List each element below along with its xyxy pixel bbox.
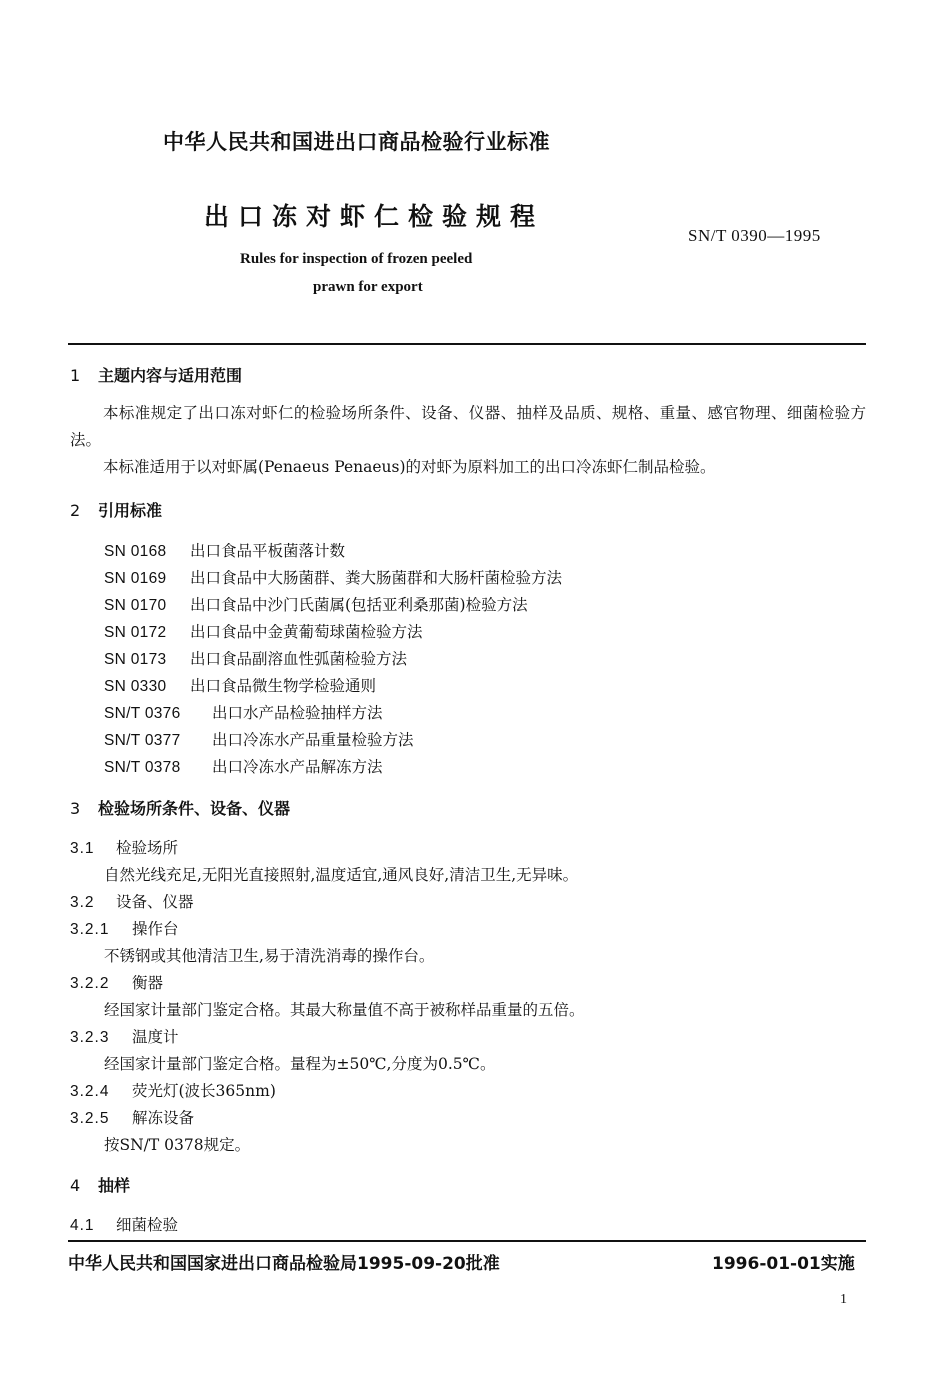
- reference-code: SN 0170: [104, 597, 167, 614]
- reference-item: [104, 593, 528, 615]
- reference-title: 出口水产品检验抽样方法: [212, 704, 383, 722]
- reference-item: [104, 728, 414, 750]
- clause-title: 荧光灯(波长365nm): [132, 1082, 276, 1100]
- reference-item: [104, 539, 345, 561]
- section-title: 主题内容与适用范围: [98, 366, 243, 385]
- clause-3-1-text: 自然光线充足,无阳光直接照射,温度适宜,通风良好,清洁卫生,无异味。: [104, 866, 579, 884]
- reference-item: [104, 674, 376, 696]
- reference-title: 出口食品中大肠菌群、粪大肠菌群和大肠杆菌检验方法: [190, 569, 563, 587]
- section-3-heading: [70, 796, 290, 819]
- section-1-paragraph-1: 本标准规定了出口冻对虾仁的检验场所条件、设备、仪器、抽样及品质、规格、重量、感官物理、细菌检验方法。: [70, 404, 866, 449]
- clause-3-2-3-text: 经国家计量部门鉴定合格。量程为±50℃,分度为0.5℃。: [104, 1055, 496, 1073]
- section-number: 1: [70, 366, 81, 385]
- clause-4-1-heading: [70, 1213, 178, 1235]
- reference-code: SN 0169: [104, 570, 167, 587]
- document-title-english-line2: prawn for export: [313, 279, 423, 295]
- effective-date: 1996-01-01实施: [712, 1254, 855, 1274]
- clause-3-2-3-heading: [70, 1025, 179, 1047]
- issuing-body-header: 中华人民共和国进出口商品检验行业标准: [163, 130, 550, 154]
- clause-3-2-heading: [70, 890, 194, 912]
- clause-3-2-1-text: 不锈钢或其他清洁卫生,易于清洗消毒的操作台。: [104, 947, 435, 965]
- section-number: 3: [70, 799, 81, 818]
- section-4-heading: [70, 1173, 130, 1196]
- reference-code: SN 0172: [104, 624, 167, 641]
- reference-title: 出口食品平板菌落计数: [190, 542, 346, 560]
- section-title: 引用标准: [98, 501, 163, 520]
- clause-3-2-2-heading: [70, 971, 163, 993]
- document-title-english-line1: Rules for inspection of frozen peeled: [240, 251, 473, 267]
- page-number: 1: [840, 1292, 847, 1307]
- clause-number: 3.2: [70, 894, 95, 911]
- clause-title: 设备、仪器: [116, 893, 194, 911]
- clause-title: 温度计: [132, 1028, 179, 1046]
- clause-number: 3.2.1: [70, 921, 110, 938]
- section-number: 4: [70, 1176, 81, 1195]
- reference-title: 出口食品中沙门氏菌属(包括亚利桑那菌)检验方法: [190, 596, 528, 614]
- reference-code: SN/T 0377: [104, 732, 181, 749]
- reference-code: SN/T 0378: [104, 759, 181, 776]
- section-title: 检验场所条件、设备、仪器: [98, 799, 291, 818]
- clause-number: 3.2.5: [70, 1110, 110, 1127]
- clause-title: 检验场所: [116, 839, 179, 857]
- document-title-chinese: 出口冻对虾仁检验规程: [204, 202, 545, 231]
- clause-3-2-4-heading: [70, 1079, 276, 1101]
- reference-title: 出口食品中金黄葡萄球菌检验方法: [190, 623, 423, 641]
- reference-code: SN/T 0376: [104, 705, 181, 722]
- clause-3-1-heading: [70, 836, 178, 858]
- clause-number: 3.1: [70, 840, 95, 857]
- reference-item: [104, 620, 423, 642]
- clause-title: 解冻设备: [132, 1109, 195, 1127]
- clause-3-2-5-text: 按SN/T 0378规定。: [104, 1136, 251, 1154]
- clause-title: 衡器: [132, 974, 164, 992]
- reference-title: 出口食品副溶血性弧菌检验方法: [190, 650, 408, 668]
- section-title: 抽样: [98, 1176, 131, 1195]
- clause-3-2-2-text: 经国家计量部门鉴定合格。其最大称量值不高于被称样品重量的五倍。: [104, 1001, 585, 1019]
- clause-number: 3.2.3: [70, 1029, 110, 1046]
- clause-3-2-5-heading: [70, 1106, 194, 1128]
- reference-item: [104, 701, 383, 723]
- reference-item: [104, 647, 407, 669]
- section-number: 2: [70, 501, 81, 520]
- clause-title: 操作台: [132, 920, 179, 938]
- approval-statement: 中华人民共和国国家进出口商品检验局1995-09-20批准: [68, 1254, 500, 1274]
- reference-item: [104, 755, 383, 777]
- reference-code: SN 0168: [104, 543, 167, 560]
- reference-title: 出口冷冻水产品解冻方法: [212, 758, 383, 776]
- section-1-paragraph-2: 本标准适用于以对虾属(Penaeus Penaeus)的对虾为原料加工的出口冷冻虾仁制品检验。: [103, 458, 716, 476]
- header-divider: [68, 343, 866, 345]
- footer-divider: [68, 1240, 866, 1242]
- reference-title: 出口食品微生物学检验通则: [190, 677, 377, 695]
- clause-3-2-1-heading: [70, 917, 179, 939]
- clause-number: 3.2.2: [70, 975, 110, 992]
- clause-title: 细菌检验: [116, 1216, 179, 1234]
- clause-number: 4.1: [70, 1217, 95, 1234]
- clause-number: 3.2.4: [70, 1083, 110, 1100]
- reference-title: 出口冷冻水产品重量检验方法: [212, 731, 414, 749]
- reference-code: SN 0330: [104, 678, 167, 695]
- reference-item: [104, 566, 562, 588]
- section-1-heading: [70, 363, 242, 386]
- standard-number: SN/T 0390—1995: [688, 226, 821, 245]
- section-2-heading: [70, 498, 162, 521]
- reference-code: SN 0173: [104, 651, 167, 668]
